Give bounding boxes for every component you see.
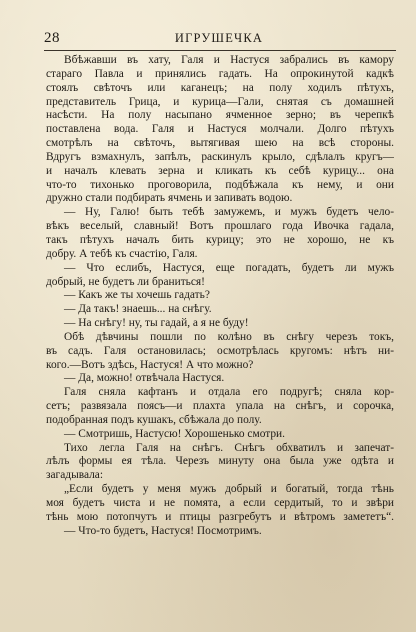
text-line: стараго Павла и принялись гадать. На опрокинутой кадкѣ [46, 67, 394, 80]
page-header [44, 30, 394, 48]
body-text [46, 54, 394, 539]
text-line: — Смотришь, Настусю! Хорошенько смотри. [64, 427, 285, 440]
text-line: смотрѣлъ на свѣточъ, вытягивая шею на всѣ стороны. [46, 137, 394, 150]
text-line: добрый, не будетъ ли браниться! [46, 275, 205, 288]
text-line: Тихо легла Галя на снѣгъ. Снѣгъ обхватилъ и запечат- [64, 441, 394, 454]
text-line: моя будетъ чиста и не помята, а если сердитый, то и звѣри [46, 497, 394, 509]
text-line: „Если будетъ у меня мужъ добрый и богатый, тогда тѣнь [64, 483, 394, 496]
text-line: поставлена вода. Галя и Настуся молчали. Долго пѣтухъ [46, 123, 394, 136]
text-line: — Да такъ! знаешь... на снѣгу. [64, 303, 212, 316]
text-line: дружно стали подбирать ячмень и запивать водою. [46, 192, 293, 205]
text-line: — Да, можно! отвѣчала Настуся. [64, 372, 225, 385]
text-line: вѣкъ веселый, славный! Вотъ прошлаго года Ивочка гадала, [46, 220, 394, 233]
page-number: 28 [44, 30, 60, 46]
text-line: тѣнь мою потопчутъ и птицы разгребутъ и вѣтромъ замететъ“. [46, 510, 394, 523]
text-line: — Ну, Галю! быть тебѣ замужемъ, и мужъ будетъ чело- [64, 206, 394, 219]
text-line: стоялъ свѣточъ или каганецъ; на полу ходилъ пѣтухъ, [46, 81, 394, 94]
running-title: ИГРУШЕЧКА [174, 31, 264, 45]
text-line: Галя сняла кафтанъ и отдала его подругѣ; сняла кор- [64, 386, 394, 399]
text-line: сетъ; развязала поясъ—и плахта упала на снѣгъ, и сорочка, [46, 400, 394, 413]
text-line: представитель Грица, и курица—Гали, снятая съ домашней [46, 95, 394, 108]
text-line: Обѣ дѣвчины пошли по колѣно въ снѣгу черезъ токъ, [64, 330, 394, 343]
text-line: лѣлъ формы ея тѣла. Черезъ минуту она была уже одѣта и [46, 455, 394, 468]
text-line: насѣсти. На полу насыпано ячменное зерно; въ черепкѣ [46, 109, 394, 122]
header-rule [44, 50, 396, 51]
text-line: что-то тихонько проговорила, подбѣжала къ нему, и они [46, 178, 394, 191]
text-line: Вбѣжавши въ хату, Галя и Настуся забрались въ камору [64, 54, 394, 66]
text-line: — Что-то будетъ, Настуся! Посмотримъ. [64, 524, 262, 537]
text-line: добру. А тебѣ къ счастію, Галя. [46, 247, 198, 260]
text-line: — Что еслибъ, Настуся, еще погадать, будетъ ли мужъ [64, 261, 394, 274]
text-line: такъ пѣтухъ началъ бить курицу; это не хорошо, не къ [46, 233, 394, 246]
text-line: Вдругъ взмахнулъ, запѣлъ, раскинулъ крыло, сдѣлалъ кругъ— [46, 150, 394, 163]
text-line: кого.—Вотъ здѣсь, Настуся! А что можно? [46, 358, 254, 371]
text-line: въ садъ. Галя остановилась; осмотрѣлась кругомъ: нѣтъ ни- [46, 344, 394, 357]
text-line: и началъ клевать зерна и кликать къ себѣ курицу... она [46, 164, 394, 177]
text-line: подобранная подъ кушакъ, сбѣжала до полу. [46, 413, 262, 426]
text-line: загадывала: [46, 469, 104, 482]
text-line: — Какъ же ты хочешь гадать? [64, 289, 210, 302]
text-line: — На снѣгу! ну, ты гадай, а я не буду! [64, 317, 249, 330]
